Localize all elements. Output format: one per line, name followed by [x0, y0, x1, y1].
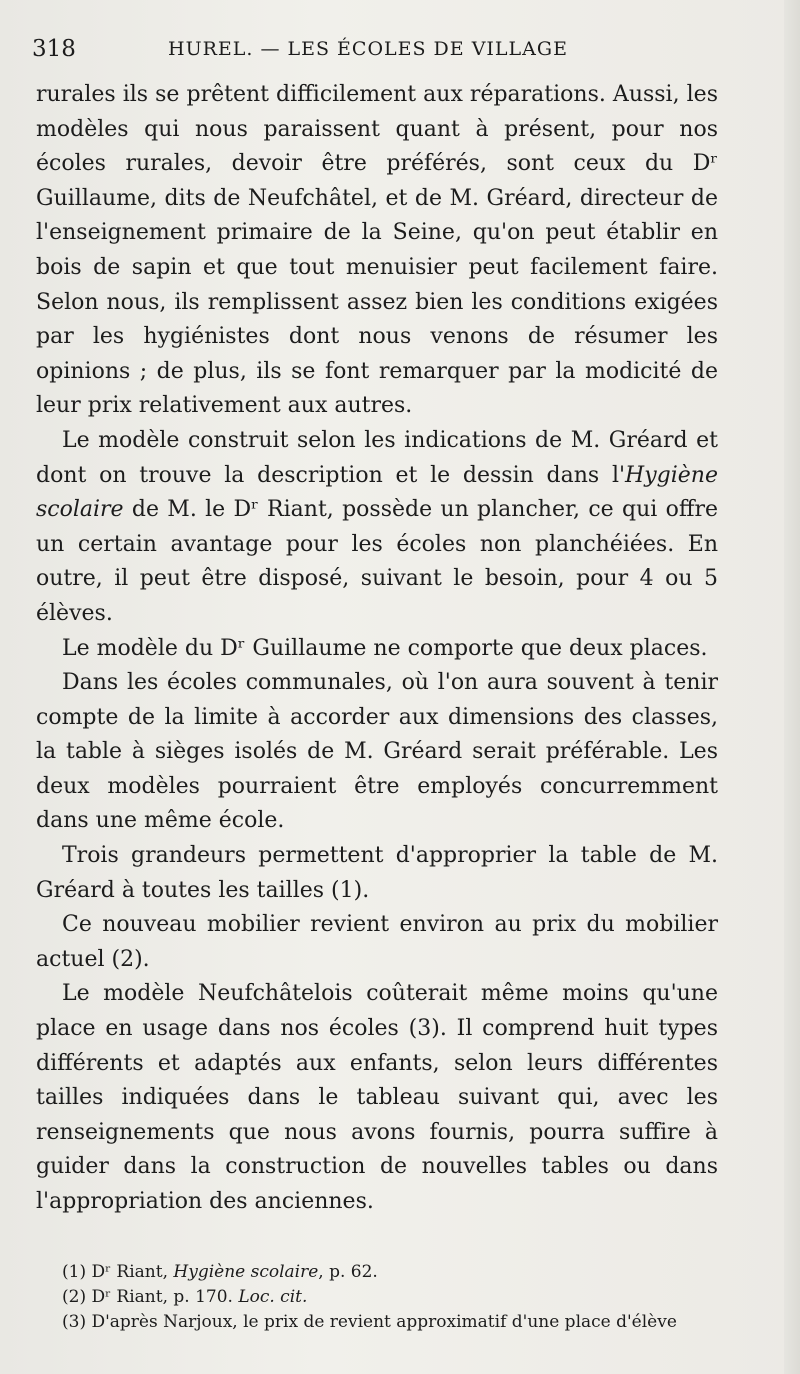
- footnote-3: [62, 1310, 722, 1335]
- footnote-3-text: (3) D'après Narjoux, le prix de revient approximatif d'une place d'élève: [62, 1312, 677, 1332]
- paragraph-4: Dans les écoles communales, où l'on aura souvent à tenir compte de la limite à accorder aux dimensions des classes, la table à sièges isolés de M. Gréard serait préférable. Les deux modèles pourraient être employés concurremment dans une même école.: [36, 670, 718, 834]
- page-header: [32, 34, 752, 66]
- book-title-hygiene-scolaire: Hygiène scolaire: [36, 462, 718, 523]
- page-number: 318: [32, 36, 76, 62]
- paragraph-3: Le modèle du Dʳ Guillaume ne comporte que deux places.: [62, 635, 708, 661]
- running-head: HUREL. — LES ÉCOLES DE VILLAGE: [168, 38, 568, 60]
- paragraph-1: rurales ils se prêtent difficilement aux réparations. Aussi, les modèles qui nous paraissent quant à présent, pour nos écoles rurales, devoir être préférés, sont ceux du Dʳ Guillaume, dits de Neufchâtel, et de M. Gréard, directeur de l'enseignement primaire de la Seine, qu'on peut établir en bois de sapin et que tout menuisier peut facilement faire. Selon nous, ils remplissent assez bien les conditions exigées par les hygiénistes dont nous venons de résumer les opinions ; de plus, ils se font remarquer par la modicité de leur prix relativement aux autres.: [36, 82, 718, 419]
- footnote-1: [62, 1260, 722, 1285]
- paragraph-5: Trois grandeurs permettent d'approprier la table de M. Gréard à toutes les tailles (1).: [36, 843, 718, 903]
- footnote-2: [62, 1285, 722, 1310]
- body-text: [36, 78, 718, 1220]
- footnote-2-text: (2) Dʳ Riant, p. 170.: [62, 1287, 239, 1307]
- footnote-1-title: Hygiène scolaire: [173, 1262, 319, 1282]
- footnotes: [62, 1260, 722, 1335]
- paragraph-7: Le modèle Neufchâtelois coûterait même moins qu'une place en usage dans nos écoles (3). Il comprend huit types différents et adaptés aux enfants, selon leurs différentes tailles indiquées dans le tableau suivant qui, avec les renseignements que nous avons fournis, pourra suffire à guider dans la construction de nouvelles tables ou dans l'appropriation des anciennes.: [36, 981, 718, 1214]
- paragraph-2-text-end: de M. le Dʳ Riant, possède un plancher, ce qui offre un certain avantage pour les écoles non planchéiées. En outre, il peut être disposé, suivant le besoin, pour 4 ou 5 élèves.: [36, 497, 718, 626]
- page-edge-shadow: [784, 0, 800, 1374]
- footnote-1-text: (1) Dʳ Riant,: [62, 1262, 174, 1282]
- footnote-2-loc-cit: Loc. cit.: [238, 1287, 308, 1307]
- footnote-1-page: , p. 62.: [318, 1262, 378, 1282]
- paragraph-2-text-start: Le modèle construit selon les indications de M. Gréard et dont on trouve la description et le dessin dans l': [36, 427, 718, 488]
- paragraph-6: Ce nouveau mobilier revient environ au prix du mobilier actuel (2).: [36, 912, 718, 972]
- paragraph-2: [36, 424, 718, 632]
